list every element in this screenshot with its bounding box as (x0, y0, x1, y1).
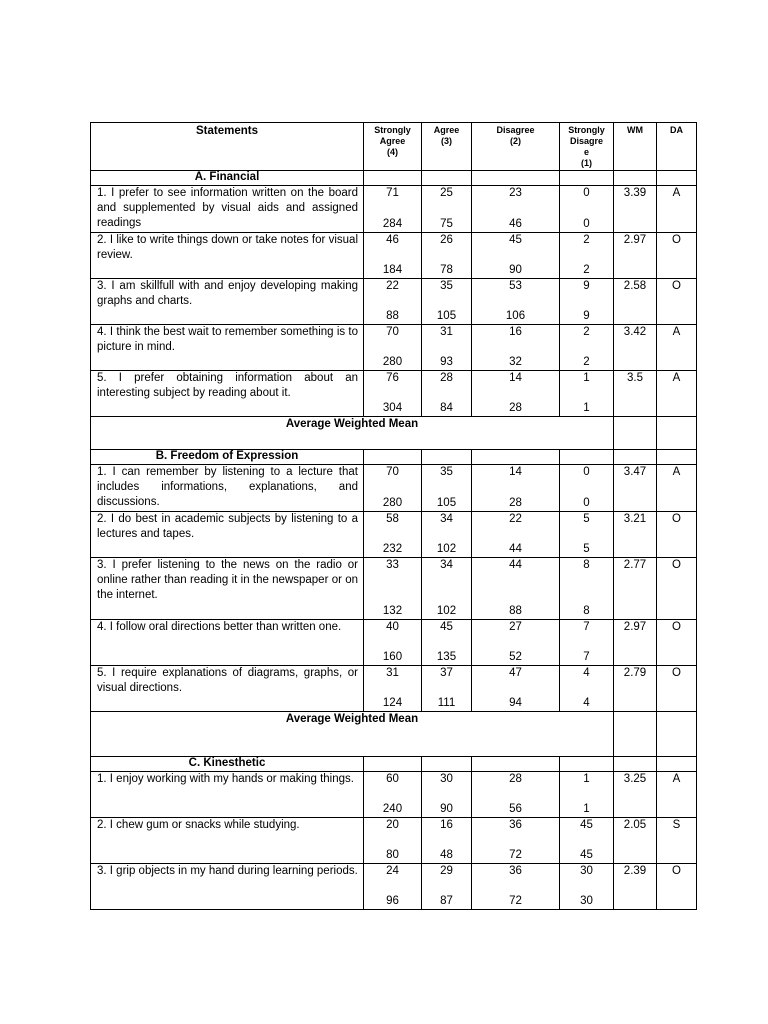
response-cell (364, 666, 422, 712)
descriptive-answer: A (657, 772, 697, 818)
response-cell (472, 620, 560, 666)
weighted-score: 105 (436, 310, 457, 322)
response-count: 34 (440, 513, 453, 525)
average-wm-cell (614, 417, 657, 450)
header-agree: Agree (3) (422, 123, 472, 171)
response-count: 34 (440, 559, 453, 571)
response-cell (472, 371, 560, 417)
weighted-score: 4 (583, 697, 590, 709)
average-row (91, 417, 697, 450)
weighted-score: 78 (440, 264, 453, 276)
response-count: 30 (580, 865, 593, 877)
table-row (91, 233, 697, 279)
table-row (91, 620, 697, 666)
weighted-score: 111 (437, 697, 456, 709)
descriptive-answer: O (657, 666, 697, 712)
response-count: 2 (583, 234, 590, 246)
weighted-score: 96 (386, 895, 399, 907)
response-count: 46 (386, 234, 399, 246)
empty-cell (472, 757, 560, 772)
weighted-score: 56 (509, 803, 522, 815)
response-count: 47 (509, 667, 522, 679)
response-cell (422, 371, 472, 417)
weighted-score: 72 (509, 849, 522, 861)
weighted-mean: 3.5 (614, 371, 657, 417)
weighted-score: 88 (509, 605, 522, 617)
descriptive-answer: O (657, 620, 697, 666)
response-cell (472, 772, 560, 818)
descriptive-answer: O (657, 512, 697, 558)
empty-cell (422, 171, 472, 186)
statement-text: 2. I do best in academic subjects by listening to a lectures and tapes. (91, 512, 364, 558)
header-row (91, 123, 697, 171)
response-count: 58 (386, 513, 399, 525)
response-cell (560, 465, 614, 512)
response-count: 4 (583, 667, 590, 679)
weighted-mean: 2.97 (614, 620, 657, 666)
weighted-score: 7 (583, 651, 590, 663)
response-cell (472, 818, 560, 864)
weighted-score: 280 (382, 497, 403, 509)
response-count: 1 (583, 773, 590, 785)
weighted-score: 240 (382, 803, 403, 815)
response-cell (364, 233, 422, 279)
response-count: 22 (386, 280, 399, 292)
table-row (91, 558, 697, 620)
response-cell (422, 864, 472, 910)
response-cell (364, 465, 422, 512)
table-row (91, 325, 697, 371)
response-cell (560, 666, 614, 712)
descriptive-answer: A (657, 186, 697, 233)
response-count: 9 (583, 280, 590, 292)
response-count: 28 (440, 372, 453, 384)
response-cell (422, 279, 472, 325)
response-count: 31 (440, 326, 453, 338)
weighted-mean: 2.05 (614, 818, 657, 864)
response-cell (364, 186, 422, 233)
section-title-row (91, 171, 697, 186)
response-cell (560, 325, 614, 371)
weighted-score: 1 (583, 803, 590, 815)
descriptive-answer: A (657, 371, 697, 417)
response-cell (364, 325, 422, 371)
response-count: 5 (583, 513, 590, 525)
statement-text: 1. I can remember by listening to a lecture that includes informations, explanations, and discussions. (91, 465, 364, 512)
response-count: 2 (583, 326, 590, 338)
weighted-score: 90 (509, 264, 522, 276)
response-count: 37 (440, 667, 453, 679)
response-count: 28 (509, 773, 522, 785)
response-cell (422, 558, 472, 620)
header-wm: WM (614, 123, 657, 171)
header-da: DA (657, 123, 697, 171)
average-da-cell (657, 417, 697, 450)
response-count: 45 (580, 819, 593, 831)
weighted-score: 30 (580, 895, 593, 907)
weighted-score: 44 (509, 543, 522, 555)
statement-text: 4. I think the best wait to remember something is to picture in mind. (91, 325, 364, 371)
response-cell (560, 558, 614, 620)
weighted-score: 46 (509, 218, 522, 230)
response-cell (560, 864, 614, 910)
response-count: 0 (583, 187, 590, 199)
header-statements: Statements (91, 123, 364, 171)
response-count: 14 (509, 372, 522, 384)
response-cell (364, 772, 422, 818)
weighted-score: 102 (436, 605, 457, 617)
response-cell (422, 512, 472, 558)
response-count: 20 (386, 819, 399, 831)
statement-text: 3. I prefer listening to the news on the radio or online rather than reading it in the newspaper or on the internet. (91, 558, 364, 620)
response-count: 7 (583, 621, 590, 633)
response-count: 70 (386, 326, 399, 338)
statement-text: 4. I follow oral directions better than written one. (91, 620, 364, 666)
weighted-score: 80 (386, 849, 399, 861)
weighted-mean: 3.39 (614, 186, 657, 233)
empty-cell (472, 450, 560, 465)
table-row (91, 512, 697, 558)
weighted-mean: 3.21 (614, 512, 657, 558)
section-title: C. Kinesthetic (91, 757, 364, 772)
empty-cell (560, 171, 614, 186)
response-cell (364, 512, 422, 558)
response-cell (364, 371, 422, 417)
response-cell (364, 279, 422, 325)
response-count: 45 (440, 621, 453, 633)
response-count: 0 (583, 466, 590, 478)
response-cell (472, 279, 560, 325)
header-strongly-agree: Strongly Agree (4) (364, 123, 422, 171)
response-cell (560, 512, 614, 558)
empty-cell (472, 171, 560, 186)
weighted-score: 232 (382, 543, 403, 555)
weighted-score: 90 (440, 803, 453, 815)
response-cell (472, 325, 560, 371)
weighted-score: 93 (440, 356, 453, 368)
weighted-score: 28 (509, 497, 522, 509)
section-title-row (91, 450, 697, 465)
section-title: B. Freedom of Expression (91, 450, 364, 465)
table-row (91, 864, 697, 910)
weighted-score: 75 (440, 218, 453, 230)
weighted-score: 0 (583, 218, 590, 230)
response-count: 8 (583, 559, 590, 571)
statement-text: 2. I like to write things down or take notes for visual review. (91, 233, 364, 279)
weighted-score: 48 (440, 849, 453, 861)
weighted-mean: 2.97 (614, 233, 657, 279)
response-count: 16 (440, 819, 453, 831)
empty-cell (422, 757, 472, 772)
weighted-score: 94 (509, 697, 522, 709)
response-cell (422, 772, 472, 818)
weighted-score: 102 (436, 543, 457, 555)
response-cell (472, 512, 560, 558)
statement-text: 3. I am skillfull with and enjoy developing making graphs and charts. (91, 279, 364, 325)
empty-cell (657, 450, 697, 465)
response-count: 29 (440, 865, 453, 877)
weighted-score: 184 (382, 264, 403, 276)
header-disagree: Disagree (2) (472, 123, 560, 171)
header-strongly-disagree: Strongly Disagre e (1) (560, 123, 614, 171)
statement-text: 2. I chew gum or snacks while studying. (91, 818, 364, 864)
average-weighted-mean-label: Average Weighted Mean (91, 712, 614, 757)
table-row (91, 371, 697, 417)
average-weighted-mean-label: Average Weighted Mean (91, 417, 614, 450)
weighted-score: 132 (382, 605, 403, 617)
response-count: 23 (509, 187, 522, 199)
weighted-score: 1 (583, 402, 590, 414)
empty-cell (364, 757, 422, 772)
empty-cell (657, 757, 697, 772)
response-cell (422, 325, 472, 371)
response-count: 31 (386, 667, 399, 679)
descriptive-answer: S (657, 818, 697, 864)
response-cell (364, 620, 422, 666)
weighted-mean: 2.79 (614, 666, 657, 712)
response-count: 40 (386, 621, 399, 633)
response-count: 45 (509, 234, 522, 246)
response-count: 53 (509, 280, 522, 292)
response-count: 22 (509, 513, 522, 525)
weighted-score: 28 (509, 402, 522, 414)
table-row (91, 772, 697, 818)
response-cell (472, 864, 560, 910)
response-count: 14 (509, 466, 522, 478)
weighted-score: 52 (509, 651, 522, 663)
response-cell (560, 772, 614, 818)
empty-cell (560, 757, 614, 772)
response-cell (364, 558, 422, 620)
weighted-mean: 3.25 (614, 772, 657, 818)
table-row (91, 465, 697, 512)
weighted-score: 124 (382, 697, 403, 709)
descriptive-answer: O (657, 558, 697, 620)
response-cell (364, 818, 422, 864)
table-row (91, 279, 697, 325)
weighted-score: 8 (583, 605, 590, 617)
statement-text: 1. I enjoy working with my hands or making things. (91, 772, 364, 818)
descriptive-answer: O (657, 279, 697, 325)
weighted-score: 72 (509, 895, 522, 907)
weighted-score: 160 (382, 651, 403, 663)
response-count: 35 (440, 280, 453, 292)
weighted-mean: 3.42 (614, 325, 657, 371)
statement-text: 1. I prefer to see information written on the board and supplemented by visual aids and assigned readings (91, 186, 364, 233)
response-cell (422, 620, 472, 666)
empty-cell (614, 171, 657, 186)
survey-table (90, 122, 697, 910)
response-cell (422, 465, 472, 512)
response-count: 71 (386, 187, 399, 199)
response-count: 27 (509, 621, 522, 633)
weighted-score: 84 (440, 402, 453, 414)
response-cell (560, 186, 614, 233)
weighted-mean: 2.58 (614, 279, 657, 325)
weighted-score: 32 (509, 356, 522, 368)
response-cell (472, 186, 560, 233)
weighted-mean: 2.39 (614, 864, 657, 910)
response-count: 26 (440, 234, 453, 246)
response-cell (422, 233, 472, 279)
weighted-score: 135 (436, 651, 457, 663)
empty-cell (364, 450, 422, 465)
descriptive-answer: O (657, 864, 697, 910)
response-cell (472, 666, 560, 712)
response-count: 24 (386, 865, 399, 877)
response-cell (364, 864, 422, 910)
descriptive-answer: A (657, 465, 697, 512)
response-count: 60 (386, 773, 399, 785)
statement-text: 5. I require explanations of diagrams, graphs, or visual directions. (91, 666, 364, 712)
response-count: 30 (440, 773, 453, 785)
average-da-cell (657, 712, 697, 757)
table-row (91, 186, 697, 233)
response-count: 1 (583, 372, 590, 384)
response-cell (560, 818, 614, 864)
empty-cell (614, 757, 657, 772)
weighted-score: 304 (382, 402, 403, 414)
weighted-score: 88 (386, 310, 399, 322)
response-count: 35 (440, 466, 453, 478)
response-cell (422, 186, 472, 233)
weighted-score: 2 (583, 356, 590, 368)
weighted-score: 87 (440, 895, 453, 907)
weighted-mean: 2.77 (614, 558, 657, 620)
response-cell (560, 371, 614, 417)
weighted-score: 2 (583, 264, 590, 276)
average-row (91, 712, 697, 757)
weighted-score: 284 (382, 218, 403, 230)
response-cell (560, 620, 614, 666)
section-title-row (91, 757, 697, 772)
descriptive-answer: A (657, 325, 697, 371)
weighted-score: 5 (583, 543, 590, 555)
weighted-score: 45 (580, 849, 593, 861)
empty-cell (560, 450, 614, 465)
table-row (91, 666, 697, 712)
empty-cell (364, 171, 422, 186)
descriptive-answer: O (657, 233, 697, 279)
response-cell (560, 279, 614, 325)
empty-cell (422, 450, 472, 465)
weighted-score: 106 (505, 310, 526, 322)
response-cell (422, 666, 472, 712)
average-wm-cell (614, 712, 657, 757)
response-count: 36 (509, 865, 522, 877)
weighted-score: 9 (583, 310, 590, 322)
empty-cell (657, 171, 697, 186)
weighted-score: 280 (382, 356, 403, 368)
response-cell (560, 233, 614, 279)
response-count: 25 (440, 187, 453, 199)
response-count: 76 (386, 372, 399, 384)
response-cell (472, 233, 560, 279)
empty-cell (614, 450, 657, 465)
statement-text: 5. I prefer obtaining information about an interesting subject by reading about it. (91, 371, 364, 417)
response-cell (472, 558, 560, 620)
table-row (91, 818, 697, 864)
response-count: 16 (509, 326, 522, 338)
weighted-score: 105 (436, 497, 457, 509)
weighted-score: 0 (583, 497, 590, 509)
response-count: 33 (386, 559, 399, 571)
weighted-mean: 3.47 (614, 465, 657, 512)
response-count: 44 (509, 559, 522, 571)
response-count: 36 (509, 819, 522, 831)
section-title: A. Financial (91, 171, 364, 186)
response-count: 70 (386, 466, 399, 478)
response-cell (422, 818, 472, 864)
response-cell (472, 465, 560, 512)
statement-text: 3. I grip objects in my hand during learning periods. (91, 864, 364, 910)
